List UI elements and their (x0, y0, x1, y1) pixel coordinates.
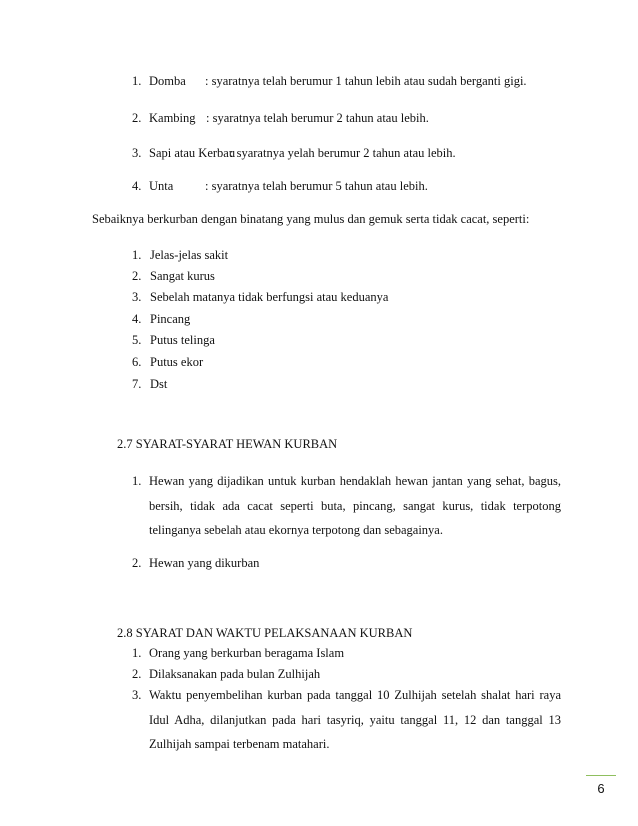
animal-requirement: : syaratnya yelah berumur 2 tahun atau lebih. (230, 146, 456, 160)
list-item-line: telinganya sebelah atau ekornya terpotong dan sebagainya. (149, 523, 443, 537)
list-number: 2. (132, 269, 142, 283)
list-number: 2. (132, 556, 142, 570)
animal-requirement: : syaratnya telah berumur 5 tahun atau lebih. (205, 179, 428, 193)
list-number: 7. (132, 377, 142, 391)
animal-requirement: : syaratnya telah berumur 2 tahun atau lebih. (206, 111, 429, 125)
list-item-line: Idul Adha, dilanjutkan pada hari tasyriq, yaitu tanggal 11, 12 dan tanggal 13 (149, 713, 561, 727)
animal-name: Sapi atau Kerbau (149, 146, 236, 160)
list-number: 3. (132, 146, 142, 160)
list-item: Sangat kurus (150, 269, 215, 283)
list-item: Sebelah matanya tidak berfungsi atau keduanya (150, 290, 389, 304)
animal-name: Kambing (149, 111, 196, 125)
intro-paragraph: Sebaiknya berkurban dengan binatang yang mulus dan gemuk serta tidak cacat, seperti: (92, 212, 530, 226)
list-number: 5. (132, 333, 142, 347)
list-item-line: Hewan yang dijadikan untuk kurban hendaklah hewan jantan yang sehat, bagus, (149, 474, 561, 488)
section-heading: 2.8 SYARAT DAN WAKTU PELAKSANAAN KURBAN (117, 626, 413, 640)
page-number: 6 (597, 781, 605, 796)
list-item: Dilaksanakan pada bulan Zulhijah (149, 667, 321, 681)
list-number: 1. (132, 248, 142, 262)
list-item: Dst (150, 377, 168, 391)
animal-name: Domba (149, 74, 186, 88)
list-number: 6. (132, 355, 142, 369)
list-number: 2. (132, 667, 142, 681)
animal-requirement: : syaratnya telah berumur 1 tahun lebih atau sudah berganti gigi. (205, 74, 527, 88)
list-item: Putus telinga (150, 333, 215, 347)
list-number: 1. (132, 74, 142, 88)
list-item: Hewan yang dikurban (149, 556, 260, 570)
list-item-line: bersih, tidak ada cacat seperti buta, pincang, sangat kurus, tidak terpotong (149, 499, 561, 513)
section-heading: 2.7 SYARAT-SYARAT HEWAN KURBAN (117, 437, 338, 451)
list-number: 2. (132, 111, 142, 125)
list-item-line: Zulhijah sampai terbenam matahari. (149, 737, 330, 751)
page-number-rule (586, 775, 616, 776)
list-number: 1. (132, 646, 142, 660)
list-item: Putus ekor (150, 355, 204, 369)
list-number: 3. (132, 688, 142, 702)
list-item: Pincang (150, 312, 191, 326)
list-number: 1. (132, 474, 142, 488)
list-item: Orang yang berkurban beragama Islam (149, 646, 345, 660)
list-number: 4. (132, 179, 142, 193)
list-item: Jelas-jelas sakit (150, 248, 229, 262)
list-number: 3. (132, 290, 142, 304)
animal-name: Unta (149, 179, 174, 193)
list-number: 4. (132, 312, 142, 326)
list-item-line: Waktu penyembelihan kurban pada tanggal 10 Zulhijah setelah shalat hari raya (149, 688, 561, 702)
